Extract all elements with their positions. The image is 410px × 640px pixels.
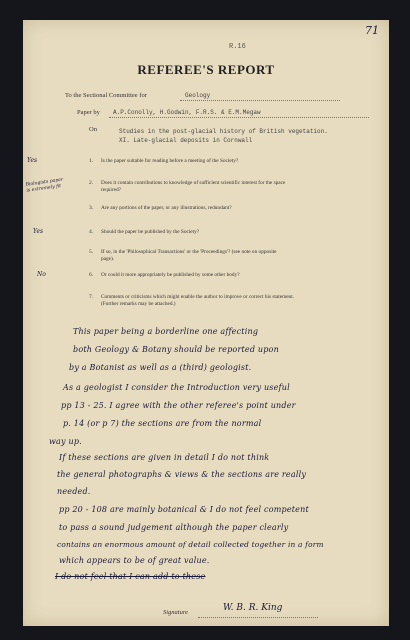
committee-value: Geology bbox=[185, 92, 211, 99]
signature-dots bbox=[198, 617, 318, 618]
committee-label: To the Sectional Committee for bbox=[65, 92, 147, 99]
comment-line-13: contains an enormous amount of detail collected together in a form bbox=[57, 540, 324, 549]
q4-number: 4. bbox=[89, 229, 94, 235]
answer-6: No bbox=[37, 271, 46, 278]
comment-line-12: to pass a sound judgement although the paper clearly bbox=[59, 523, 289, 532]
q6-text: Or could it more appropriately be published by some other body? bbox=[101, 272, 240, 278]
on-line-1: Studies in the post-glacial history of British vegetation. bbox=[119, 128, 328, 135]
answer-4: Yes bbox=[33, 228, 44, 235]
paper-by-label: Paper by bbox=[77, 109, 100, 116]
answer-1: Yes bbox=[27, 157, 38, 164]
q5-number: 5. bbox=[89, 249, 94, 255]
q5-text: If so, in the 'Philosophical Transactions' or the 'Proceedings'? (see note on opposite bbox=[101, 249, 277, 255]
page-title: REFEREE'S REPORT bbox=[137, 62, 275, 77]
comment-line-1: This paper being a borderline one affecting bbox=[73, 327, 259, 336]
on-line-2: XI. Late-glacial deposits in Cornwall bbox=[119, 137, 253, 144]
comment-line-2: both Geology & Botany should be reported upon bbox=[73, 345, 279, 354]
signature-label: Signature bbox=[163, 609, 189, 616]
comment-line-10: needed. bbox=[57, 487, 91, 496]
on-label: On bbox=[89, 126, 97, 133]
q5-text-2: page). bbox=[101, 256, 115, 262]
page-number: 71 bbox=[365, 24, 379, 37]
q1-number: 1. bbox=[89, 158, 94, 164]
q7-text-2: (Further remarks may be attached.) bbox=[101, 301, 176, 307]
comment-line-7: way up. bbox=[49, 437, 82, 446]
q7-number: 7. bbox=[89, 294, 94, 300]
q4-text: Should the paper be published by the Society? bbox=[101, 229, 200, 235]
referee-report-sheet bbox=[23, 20, 389, 626]
q7-text: Comments or criticisms which might enable the author to improve or correct his statement. bbox=[101, 294, 294, 300]
comment-line-8: If these sections are given in detail I do not think bbox=[59, 453, 270, 462]
q2-number: 2. bbox=[89, 180, 94, 186]
comment-line-14: which appears to be of great value. bbox=[59, 556, 210, 565]
comment-line-11: pp 20 - 108 are mainly botanical & I do not feel competent bbox=[59, 505, 309, 514]
q2-text-2: required? bbox=[101, 187, 121, 193]
committee-dots bbox=[180, 100, 340, 101]
signature-value: W. B. R. King bbox=[223, 603, 283, 613]
q3-text: Are any portions of the paper, or any illustrations, redundant? bbox=[101, 205, 232, 211]
q2-text: Does it contain contributions to knowledge of sufficient scientific interest for the space bbox=[101, 180, 286, 186]
comment-line-3: by a Botanist as well as a (third) geologist. bbox=[69, 363, 252, 372]
q1-text: Is the paper suitable for reading before a meeting of the Society? bbox=[101, 158, 239, 164]
comment-line-5: pp 13 - 25. I agree with the other referee's point under bbox=[61, 401, 296, 410]
q3-number: 3. bbox=[89, 205, 94, 211]
paper-by-value: A.P.Conolly, H.Godwin, F.R.S. & E.M.Megaw bbox=[113, 109, 261, 116]
paper-by-dots bbox=[109, 117, 369, 118]
comment-line-4: As a geologist I consider the Introduction very useful bbox=[63, 383, 290, 392]
q6-number: 6. bbox=[89, 272, 94, 278]
margin-note: Biologists paper is extremely fit bbox=[25, 177, 64, 194]
comment-line-9: the general photographs & views & the sections are really bbox=[57, 470, 307, 479]
reference-number: R.16 bbox=[229, 43, 246, 51]
comment-line-6: p. 14 (or p 7) the sections are from the normal bbox=[63, 419, 262, 428]
comment-line-15-struck: I do not feel that I can add to these bbox=[55, 572, 206, 581]
